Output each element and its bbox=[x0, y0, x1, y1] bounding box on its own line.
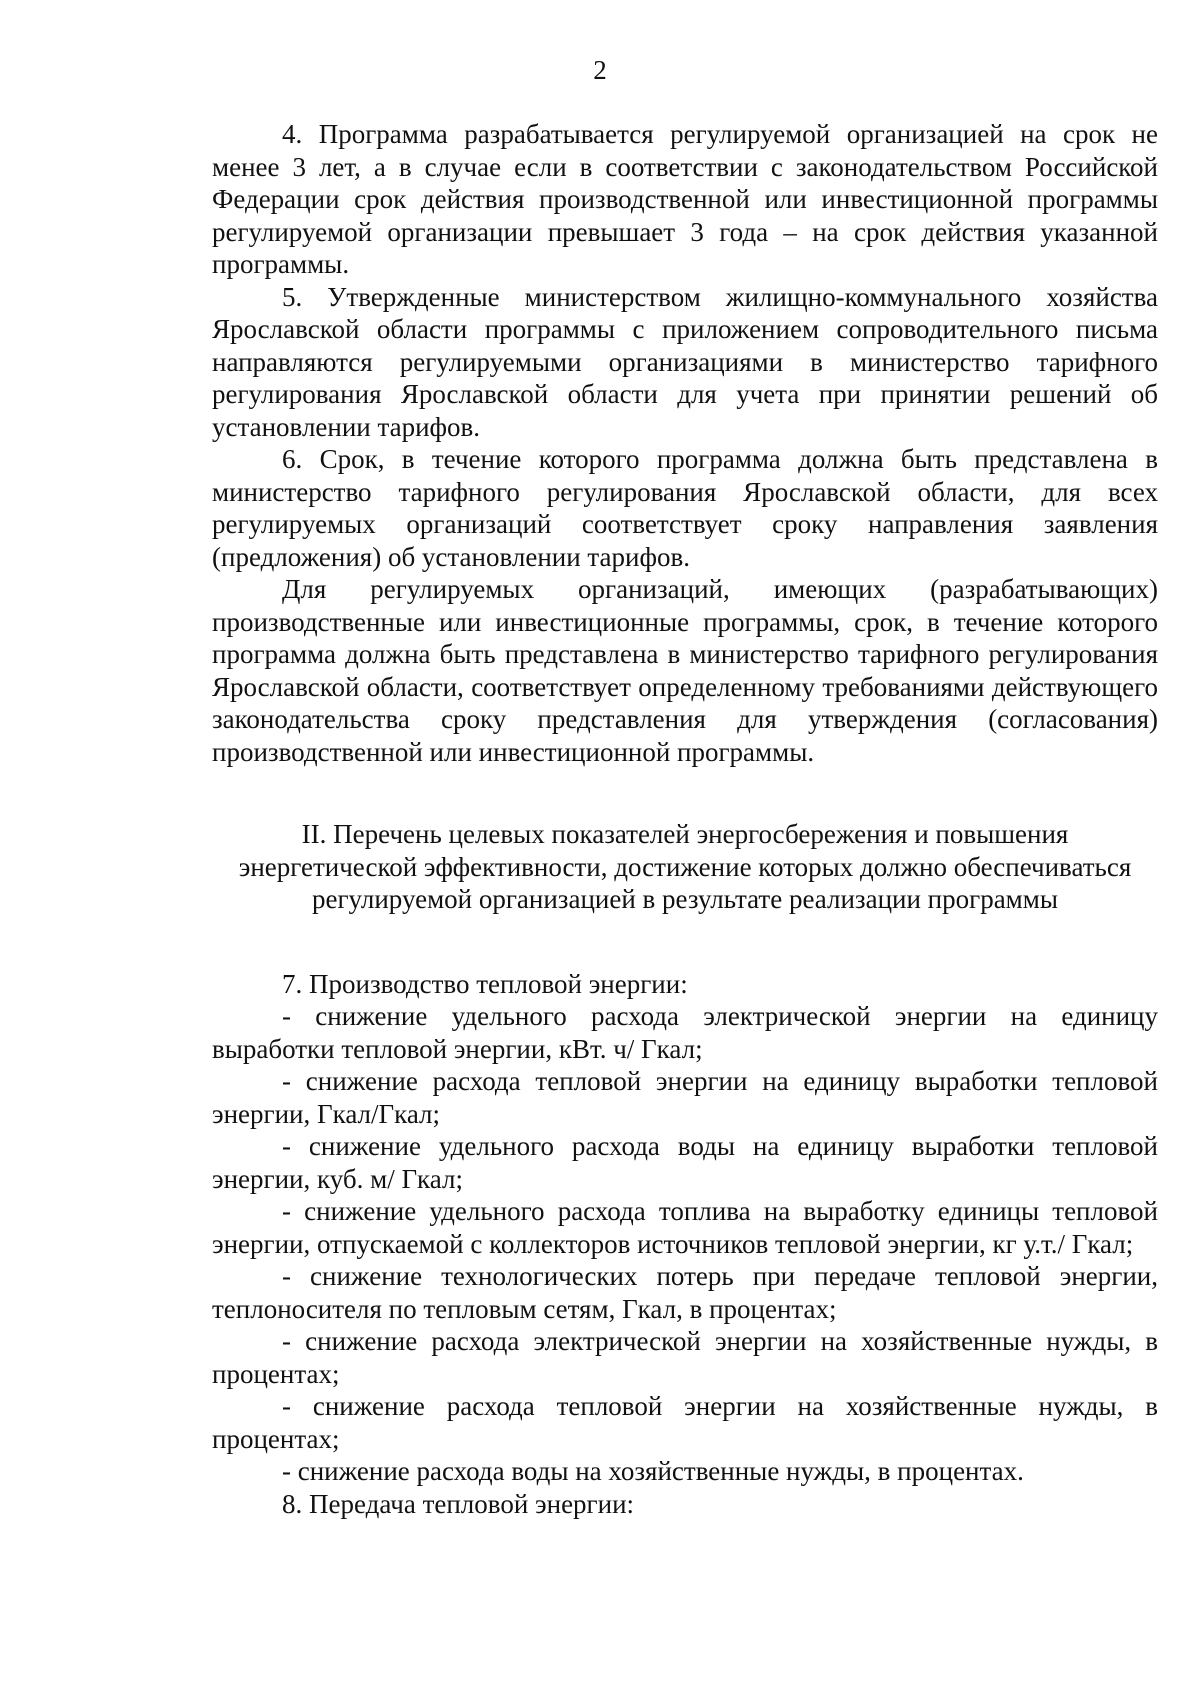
section-heading-line: регулируемой организацией в результате реализации программы bbox=[312, 884, 1058, 914]
list-item: - снижение расхода электрической энергии на хозяйственные нужды, в процентах; bbox=[212, 1326, 1158, 1389]
paragraph-item-6: 6. Срок, в течение которого программа должна быть представлена в министерство тарифного регулирования Ярославской области, для всех регулируемых организаций соответствует сроку направления заявления (предложения) об установлении тарифов. bbox=[212, 444, 1158, 572]
list-item: - снижение удельного расхода воды на единицу выработки тепловой энергии, куб. м/ Гкал; bbox=[212, 1131, 1158, 1194]
document-body bbox=[212, 118, 1158, 1520]
list-item: - снижение расхода тепловой энергии на хозяйственные нужды, в процентах; bbox=[212, 1391, 1158, 1454]
list-item: - снижение расхода воды на хозяйственные нужды, в процентах. bbox=[282, 1456, 1024, 1486]
list-item: - снижение технологических потерь при передаче тепловой энергии, теплоносителя по тепловым сетям, Гкал, в процентах; bbox=[212, 1261, 1158, 1324]
paragraph-item-4: 4. Программа разрабатывается регулируемой организацией на срок не менее 3 лет, а в случае если в соответствии с законодательством Российской Федерации срок действия производственной или инвестиционной программы регулируемой организации превышает 3 года – на срок действия указанной программы. bbox=[212, 119, 1158, 279]
page-number: 2 bbox=[593, 55, 607, 85]
list-item: - снижение удельного расхода топлива на выработку единицы тепловой энергии, отпускаемой с коллекторов источников тепловой энергии, кг у.т./ Гкал; bbox=[212, 1196, 1158, 1259]
section-heading bbox=[212, 818, 1158, 916]
section-heading-line: II. Перечень целевых показателей энергосбережения и повышения bbox=[301, 819, 1069, 849]
paragraph-item-6-continuation: Для регулируемых организаций, имеющих (разрабатывающих) производственные или инвестиционные программы, срок, в течение которого программа должна быть представлена в министерство тарифного регулирования Ярославской области, соответствует определенному требованиями действующего законодательства сроку представления для утверждения (согласования) производственной или инвестиционной программы. bbox=[212, 574, 1158, 767]
list-item: - снижение удельного расхода электрической энергии на единицу выработки тепловой энергии, кВт. ч/ Гкал; bbox=[212, 1001, 1158, 1064]
section-heading-line: энергетической эффективности, достижение которых должно обеспечиваться bbox=[238, 851, 1132, 882]
item-8-title: 8. Передача тепловой энергии: bbox=[282, 1488, 635, 1519]
item-7-title: 7. Производство тепловой энергии: bbox=[282, 968, 688, 999]
paragraph-item-5: 5. Утвержденные министерством жилищно-коммунального хозяйства Ярославской области программы с приложением сопроводительного письма направляются регулируемыми организациями в министерство тарифного регулирования Ярославской области для учета при принятии решений об установлении тарифов. bbox=[212, 281, 1158, 442]
list-item: - снижение расхода тепловой энергии на единицу выработки тепловой энергии, Гкал/Гкал; bbox=[212, 1066, 1158, 1129]
